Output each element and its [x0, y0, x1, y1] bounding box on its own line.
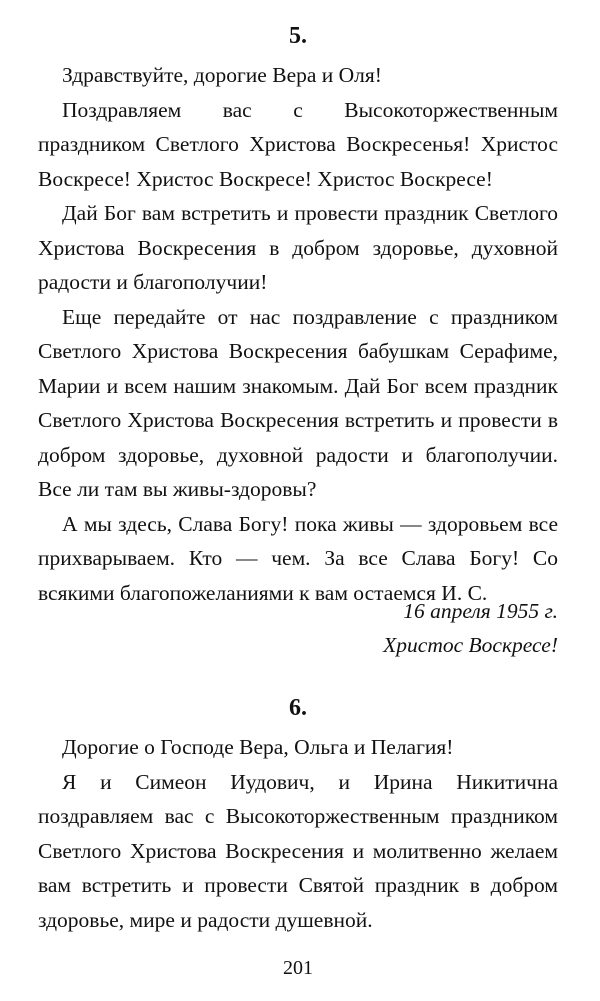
book-page	[38, 0, 558, 1001]
letter-5-closing: Христос Воскресе!	[383, 633, 558, 657]
letter-6-paragraph-1: Я и Симеон Иудович, и Ирина Никитична поздравляем вас с Высокоторжественным праздником Светлого Христова Воскресения и молитвенно желаем вам встретить и провести Святой праздник в добром здоровье, мире и радости душевной.	[38, 769, 558, 932]
letter-6-body	[38, 730, 558, 937]
letter-5-paragraph-3: Еще передайте от нас поздравление с праздником Светлого Христова Воскресения бабушкам Серафиме, Марии и всем нашим знакомым. Дай Бог всем праздник Светлого Христова Воскресения встретить и провести в добром здоровье, духовной радости и благополучии. Все ли там вы живы-здоровы?	[38, 304, 558, 501]
letter-5-paragraph-1: Поздравляем вас с Высокоторжественным праздником Светлого Христова Воскресенья! Христос Воскресе! Христос Воскресе! Христос Воскресе!	[38, 97, 558, 191]
letter-6-greeting: Дорогие о Господе Вера, Ольга и Пелагия!	[62, 735, 454, 759]
letter-5-greeting: Здравствуйте, дорогие Вера и Оля!	[62, 63, 382, 87]
letter-5-paragraph-2: Дай Бог вам встретить и провести праздник Светлого Христова Воскресения в добром здоровье, духовной радости и благополучии!	[38, 201, 558, 294]
letter-5-paragraph-4: А мы здесь, Слава Богу! пока живы — здоровьем все прихварываем. Кто — чем. За все Слава Богу! Со всякими благопожеланиями к вам остаемся И. С.	[38, 511, 558, 605]
letter-5-body	[38, 58, 558, 610]
letter-6-number: 6.	[289, 695, 307, 721]
page-number: 201	[283, 957, 313, 979]
letter-5-date: 16 апреля 1955 г.	[403, 599, 558, 623]
letter-5-number: 5.	[289, 23, 307, 49]
